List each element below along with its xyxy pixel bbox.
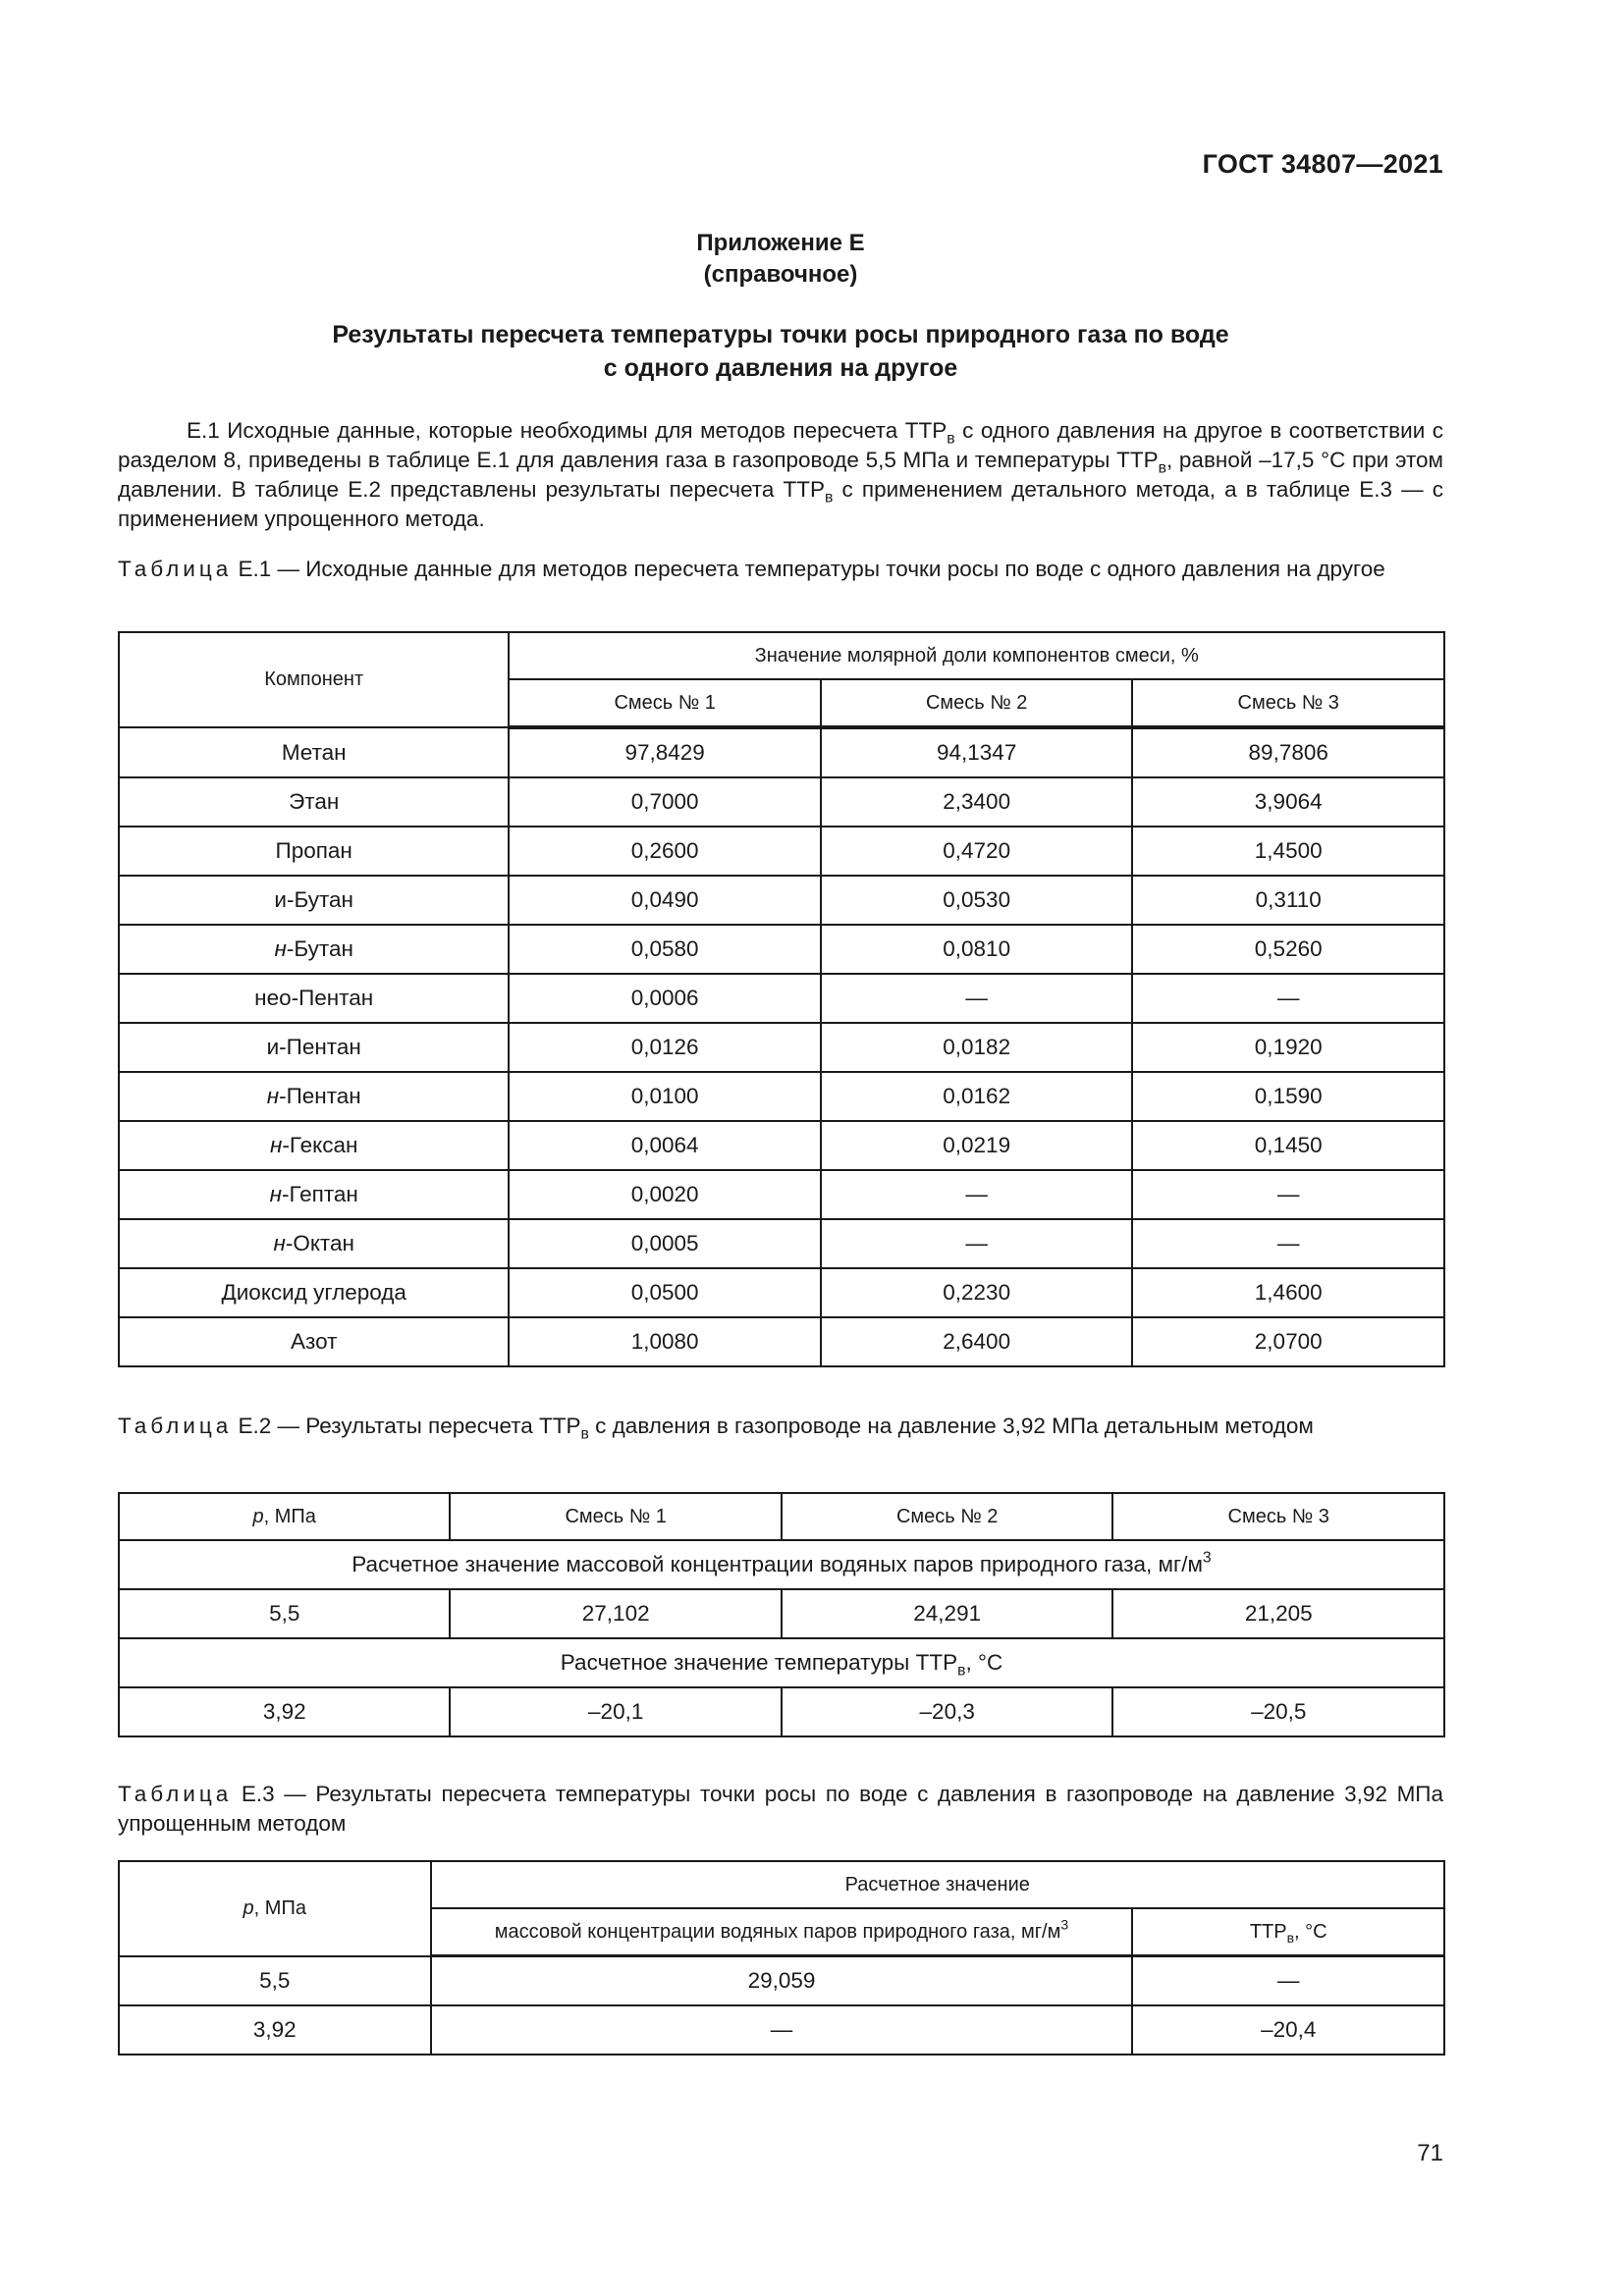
mix-2-value: —	[821, 1219, 1133, 1268]
pressure-value: 3,92	[119, 1687, 450, 1736]
table-e2	[118, 1492, 1445, 1737]
component-name: Этан	[119, 777, 509, 827]
mix-3-value: 21,205	[1112, 1589, 1444, 1638]
intro-paragraph	[118, 416, 1443, 534]
table-e1-caption: Таблица Е.1 — Исходные данные для методов пересчета температуры точки росы по воде с одного давления на другое	[118, 557, 1385, 581]
mix-1-value: 0,0126	[509, 1023, 821, 1072]
mix-3-value: 0,1590	[1132, 1072, 1444, 1121]
mix-2-value: 2,3400	[821, 777, 1133, 827]
component-name: н-Октан	[119, 1219, 509, 1268]
column-header-ttr: $ТТР_в$, °С	[1132, 1908, 1444, 1956]
mix-2-value: 0,4720	[821, 827, 1133, 876]
component-name: н-Гексан	[119, 1121, 509, 1170]
mix-3-value: 0,3110	[1132, 876, 1444, 925]
table-row	[119, 1956, 1444, 2006]
section-header-mass-concentration: Расчетное значение массовой концентрации водяных паров природного газа, $мг/м^3$	[119, 1540, 1444, 1589]
mix-2-value: 24,291	[782, 1589, 1113, 1638]
table-e1	[118, 631, 1445, 1367]
section-row	[119, 1540, 1444, 1589]
ttr-value: —	[1132, 1956, 1444, 2006]
ttr-value: –20,4	[1132, 2005, 1444, 2055]
component-name: и-Пентан	[119, 1023, 509, 1072]
mix-2-value: 94,1347	[821, 727, 1133, 777]
mix-3-value: 0,5260	[1132, 925, 1444, 974]
table-row	[119, 974, 1444, 1023]
pressure-value: 3,92	[119, 2005, 431, 2055]
table-e2-caption: Таблица Е.2 — Результаты пересчета $ТТР_в$ с давления в газопроводе на давление 3,92 МПа детальным методом	[118, 1414, 1314, 1443]
table-e3-caption: Таблица Е.3 — Результаты пересчета температуры точки росы по воде с давления в газопроводе на давление 3,92 МПа упрощенным методом	[118, 1782, 1443, 1836]
intro-text: Е.1 Исходные данные, которые необходимы для методов пересчета $ТТР_в$ с одного давления на другое в соответствии с разделом 8, приведены в таблице Е.1 для давления газа в газопроводе 5,5 МПа и температуры $ТТР_в$, равной –17,5 °С при этом давлении. В таблице Е.2 представлены результаты пересчета $ТТР_в$ с применением детального метода, а в таблице Е.3 — с применением упрощенного метода.	[118, 418, 1443, 531]
column-header-mix-2: Смесь № 2	[821, 679, 1133, 727]
mix-3-value: 0,1920	[1132, 1023, 1444, 1072]
appendix-heading	[118, 228, 1443, 291]
mix-2-value: 0,0810	[821, 925, 1133, 974]
mix-2-value: —	[821, 1170, 1133, 1219]
table-row	[119, 876, 1444, 925]
mix-1-value: 0,0100	[509, 1072, 821, 1121]
mix-1-value: 0,0490	[509, 876, 821, 925]
component-name: и-Бутан	[119, 876, 509, 925]
column-header-pressure: p, МПа	[119, 1493, 450, 1540]
table-row	[119, 777, 1444, 827]
component-name: Пропан	[119, 827, 509, 876]
mix-2-value: 0,0162	[821, 1072, 1133, 1121]
table-row	[119, 1023, 1444, 1072]
mix-1-value: 27,102	[450, 1589, 782, 1638]
mix-1-value: 0,2600	[509, 827, 821, 876]
mix-1-value: 0,0005	[509, 1219, 821, 1268]
appendix-type: (справочное)	[703, 261, 858, 288]
component-name: н-Бутан	[119, 925, 509, 974]
column-header-mix-2: Смесь № 2	[782, 1493, 1113, 1540]
component-name: н-Пентан	[119, 1072, 509, 1121]
column-header-component: Компонент	[119, 632, 509, 727]
mix-1-value: 1,0080	[509, 1317, 821, 1366]
appendix-label: Приложение Е	[696, 230, 865, 256]
mix-1-value: 0,0580	[509, 925, 821, 974]
mix-3-value: 1,4500	[1132, 827, 1444, 876]
pressure-value: 5,5	[119, 1956, 431, 2006]
mix-1-value: 0,0020	[509, 1170, 821, 1219]
component-name: н-Гептан	[119, 1170, 509, 1219]
mix-1-value: 97,8429	[509, 727, 821, 777]
mix-2-value: 2,6400	[821, 1317, 1133, 1366]
mix-2-value: 0,0182	[821, 1023, 1133, 1072]
page-number: 71	[1417, 2140, 1443, 2166]
title-line-2: с одного давления на другое	[603, 354, 958, 382]
mix-3-value: –20,5	[1112, 1687, 1444, 1736]
column-header-mix-1: Смесь № 1	[450, 1493, 782, 1540]
table-row	[119, 727, 1444, 777]
mix-3-value: —	[1132, 1219, 1444, 1268]
title-line-1: Результаты пересчета температуры точки росы природного газа по воде	[332, 321, 1229, 348]
component-name: Диоксид углерода	[119, 1268, 509, 1317]
mix-1-value: 0,0500	[509, 1268, 821, 1317]
document-standard-header: ГОСТ 34807—2021	[1202, 149, 1443, 179]
table-row	[119, 2005, 1444, 2055]
mix-3-value: —	[1132, 1170, 1444, 1219]
mix-1-value: 0,0006	[509, 974, 821, 1023]
column-header-mix-3: Смесь № 3	[1132, 679, 1444, 727]
mix-1-value: 0,0064	[509, 1121, 821, 1170]
table-row	[119, 1268, 1444, 1317]
component-name: Метан	[119, 727, 509, 777]
table-row	[119, 1687, 1444, 1736]
mix-3-value: 1,4600	[1132, 1268, 1444, 1317]
component-name: нео-Пентан	[119, 974, 509, 1023]
mix-3-value: 89,7806	[1132, 727, 1444, 777]
column-header-mix-3: Смесь № 3	[1112, 1493, 1444, 1540]
mix-1-value: –20,1	[450, 1687, 782, 1736]
mix-3-value: 3,9064	[1132, 777, 1444, 827]
mix-2-value: 0,2230	[821, 1268, 1133, 1317]
mix-2-value: 0,0219	[821, 1121, 1133, 1170]
table-row	[119, 1317, 1444, 1366]
appendix-title	[118, 318, 1443, 385]
column-group-header: Расчетное значение	[431, 1861, 1445, 1908]
table-row	[119, 925, 1444, 974]
table-row	[119, 1170, 1444, 1219]
table-row	[119, 1072, 1444, 1121]
mix-1-value: 0,7000	[509, 777, 821, 827]
mix-2-value: –20,3	[782, 1687, 1113, 1736]
section-header-temperature: Расчетное значение температуры $ТТР_в$, °С	[119, 1638, 1444, 1687]
mass-concentration-value: 29,059	[431, 1956, 1133, 2006]
mass-concentration-value: —	[431, 2005, 1133, 2055]
column-header-pressure: p, МПа	[119, 1861, 431, 1956]
column-header-mass-concentration: массовой концентрации водяных паров природного газа, $мг/м^3$	[431, 1908, 1133, 1956]
mix-3-value: 0,1450	[1132, 1121, 1444, 1170]
component-name: Азот	[119, 1317, 509, 1366]
column-group-header: Значение молярной доли компонентов смеси, %	[509, 632, 1444, 679]
table-e3	[118, 1860, 1445, 2056]
table-row	[119, 827, 1444, 876]
table-row	[119, 1121, 1444, 1170]
mix-3-value: —	[1132, 974, 1444, 1023]
section-row	[119, 1638, 1444, 1687]
table-row	[119, 1589, 1444, 1638]
column-header-mix-1: Смесь № 1	[509, 679, 821, 727]
mix-2-value: 0,0530	[821, 876, 1133, 925]
table-row	[119, 1219, 1444, 1268]
pressure-value: 5,5	[119, 1589, 450, 1638]
mix-3-value: 2,0700	[1132, 1317, 1444, 1366]
mix-2-value: —	[821, 974, 1133, 1023]
